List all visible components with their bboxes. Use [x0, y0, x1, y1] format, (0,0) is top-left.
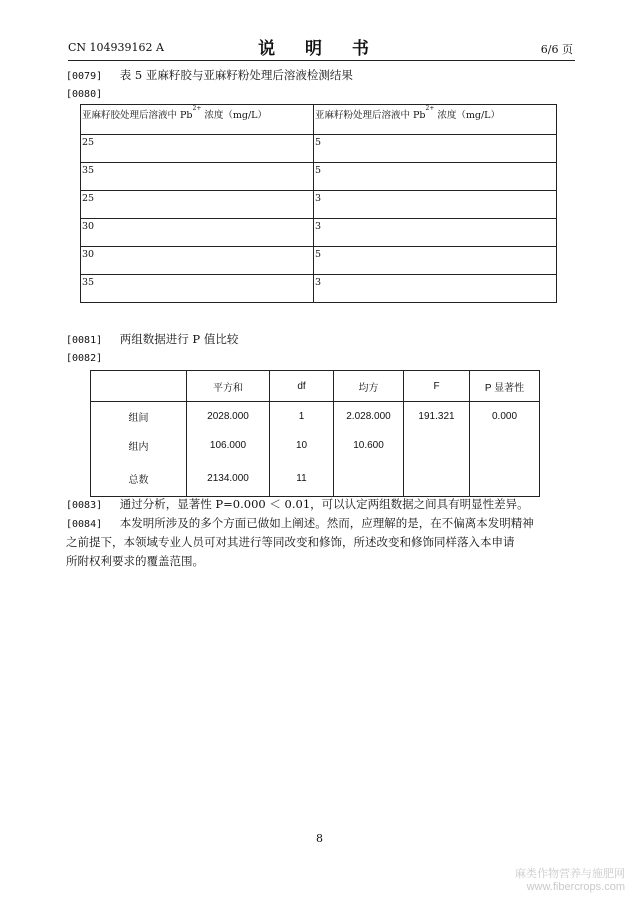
paragraph-text-line: 所附权利要求的覆盖范围。: [66, 554, 204, 568]
table-cell: 191.321: [404, 402, 470, 432]
table-cell: 11: [270, 460, 334, 497]
table-cell: [334, 460, 404, 497]
table-cell: 2.028.000: [334, 402, 404, 432]
table-cell: 30: [81, 219, 314, 247]
table-cell: [404, 460, 470, 497]
table-cell: 35: [81, 275, 314, 303]
table-header-row: [91, 371, 540, 402]
paragraph-tag: [0081]: [66, 335, 103, 346]
page-number: 8: [316, 832, 323, 845]
watermark-line: 麻类作物营养与施肥网: [515, 868, 625, 880]
table-cell: [470, 431, 540, 460]
table-row: [81, 275, 557, 303]
table-cell: 3: [314, 191, 557, 219]
table-cell: 2028.000: [187, 402, 270, 432]
table-cell: 组间: [91, 402, 187, 432]
superscript: 2+: [425, 105, 435, 112]
header-text: 亚麻籽胶处理后溶液中 Pb: [82, 110, 193, 121]
table-row: [91, 402, 540, 432]
paragraph-tag: [0083]: [66, 500, 103, 511]
table-header-cell: 均方: [334, 371, 404, 402]
table-cell: 5: [314, 135, 557, 163]
header-unit: 浓度（mg/L）: [201, 110, 267, 121]
paragraph-text-line: 之前提下，本领域专业人员可对其进行等同改变和修饰，所述改变和修饰同样落入本申请: [66, 535, 515, 549]
table-cell: 2134.000: [187, 460, 270, 497]
table-header-cell: df: [270, 371, 334, 402]
table-row: [81, 191, 557, 219]
table-cell: 组内: [91, 431, 187, 460]
table-header-cell: F: [404, 371, 470, 402]
table-cell: [470, 460, 540, 497]
table-cell: 0.000: [470, 402, 540, 432]
paragraph-tag: [0080]: [66, 89, 103, 100]
table-cell: 10.600: [334, 431, 404, 460]
table-5: [80, 104, 557, 303]
patent-number: CN 104939162 A: [68, 41, 164, 54]
table-cell: 106.000: [187, 431, 270, 460]
table-cell: 1: [270, 402, 334, 432]
table-cell: 3: [314, 219, 557, 247]
paragraph-0084: [66, 515, 534, 533]
table-cell: 3: [314, 275, 557, 303]
paragraph-tag: [0082]: [66, 353, 103, 364]
anova-table: [90, 370, 540, 497]
paragraph-tag: [0079]: [66, 71, 103, 82]
page-indicator: 6/6 页: [540, 43, 573, 56]
table-row: [81, 247, 557, 275]
paragraph-text: 两组数据进行 P 值比较: [119, 332, 239, 346]
header-text: 亚麻籽粉处理后溶液中 Pb: [315, 110, 426, 121]
paragraph-text-line: 本发明所涉及的多个方面已做如上阐述。然而，应理解的是，在不偏离本发明精神: [119, 516, 534, 530]
table-cell: 25: [81, 191, 314, 219]
table-row: [81, 163, 557, 191]
table-header-cell: P 显著性: [470, 371, 540, 402]
table-header-cell: 平方和: [187, 371, 270, 402]
table-cell: 总数: [91, 460, 187, 497]
table-row: [81, 219, 557, 247]
table-cell: 5: [314, 247, 557, 275]
table-cell: 25: [81, 135, 314, 163]
paragraph-0081: [66, 331, 238, 349]
paragraph-0080: [66, 85, 102, 103]
table-header-cell: [314, 105, 557, 135]
table-header-cell: [91, 371, 187, 402]
superscript: 2+: [192, 105, 202, 112]
table-row: [91, 460, 540, 497]
watermark: [515, 868, 625, 894]
watermark-line: www.fibercrops.com: [526, 881, 625, 893]
table-cell: [404, 431, 470, 460]
table-cell: 5: [314, 163, 557, 191]
table-cell: 10: [270, 431, 334, 460]
paragraph-0082: [66, 349, 102, 367]
table-row: [81, 135, 557, 163]
table-cell: 30: [81, 247, 314, 275]
paragraph-0079: [66, 67, 353, 85]
table-header-cell: [81, 105, 314, 135]
table-header-row: [81, 105, 557, 135]
paragraph-tag: [0084]: [66, 519, 103, 530]
document-title: 说 明 书: [258, 39, 381, 59]
paragraph-text: 通过分析，显著性 P=0.000 ＜ 0.01，可以认定两组数据之间具有明显性差异。: [119, 497, 529, 511]
table-cell: 35: [81, 163, 314, 191]
header-divider: [68, 60, 575, 61]
header-unit: 浓度（mg/L）: [434, 110, 500, 121]
paragraph-0083: [66, 496, 529, 514]
table-caption: 表 5 亚麻籽胶与亚麻籽粉处理后溶液检测结果: [119, 68, 353, 82]
table-row: [91, 431, 540, 460]
